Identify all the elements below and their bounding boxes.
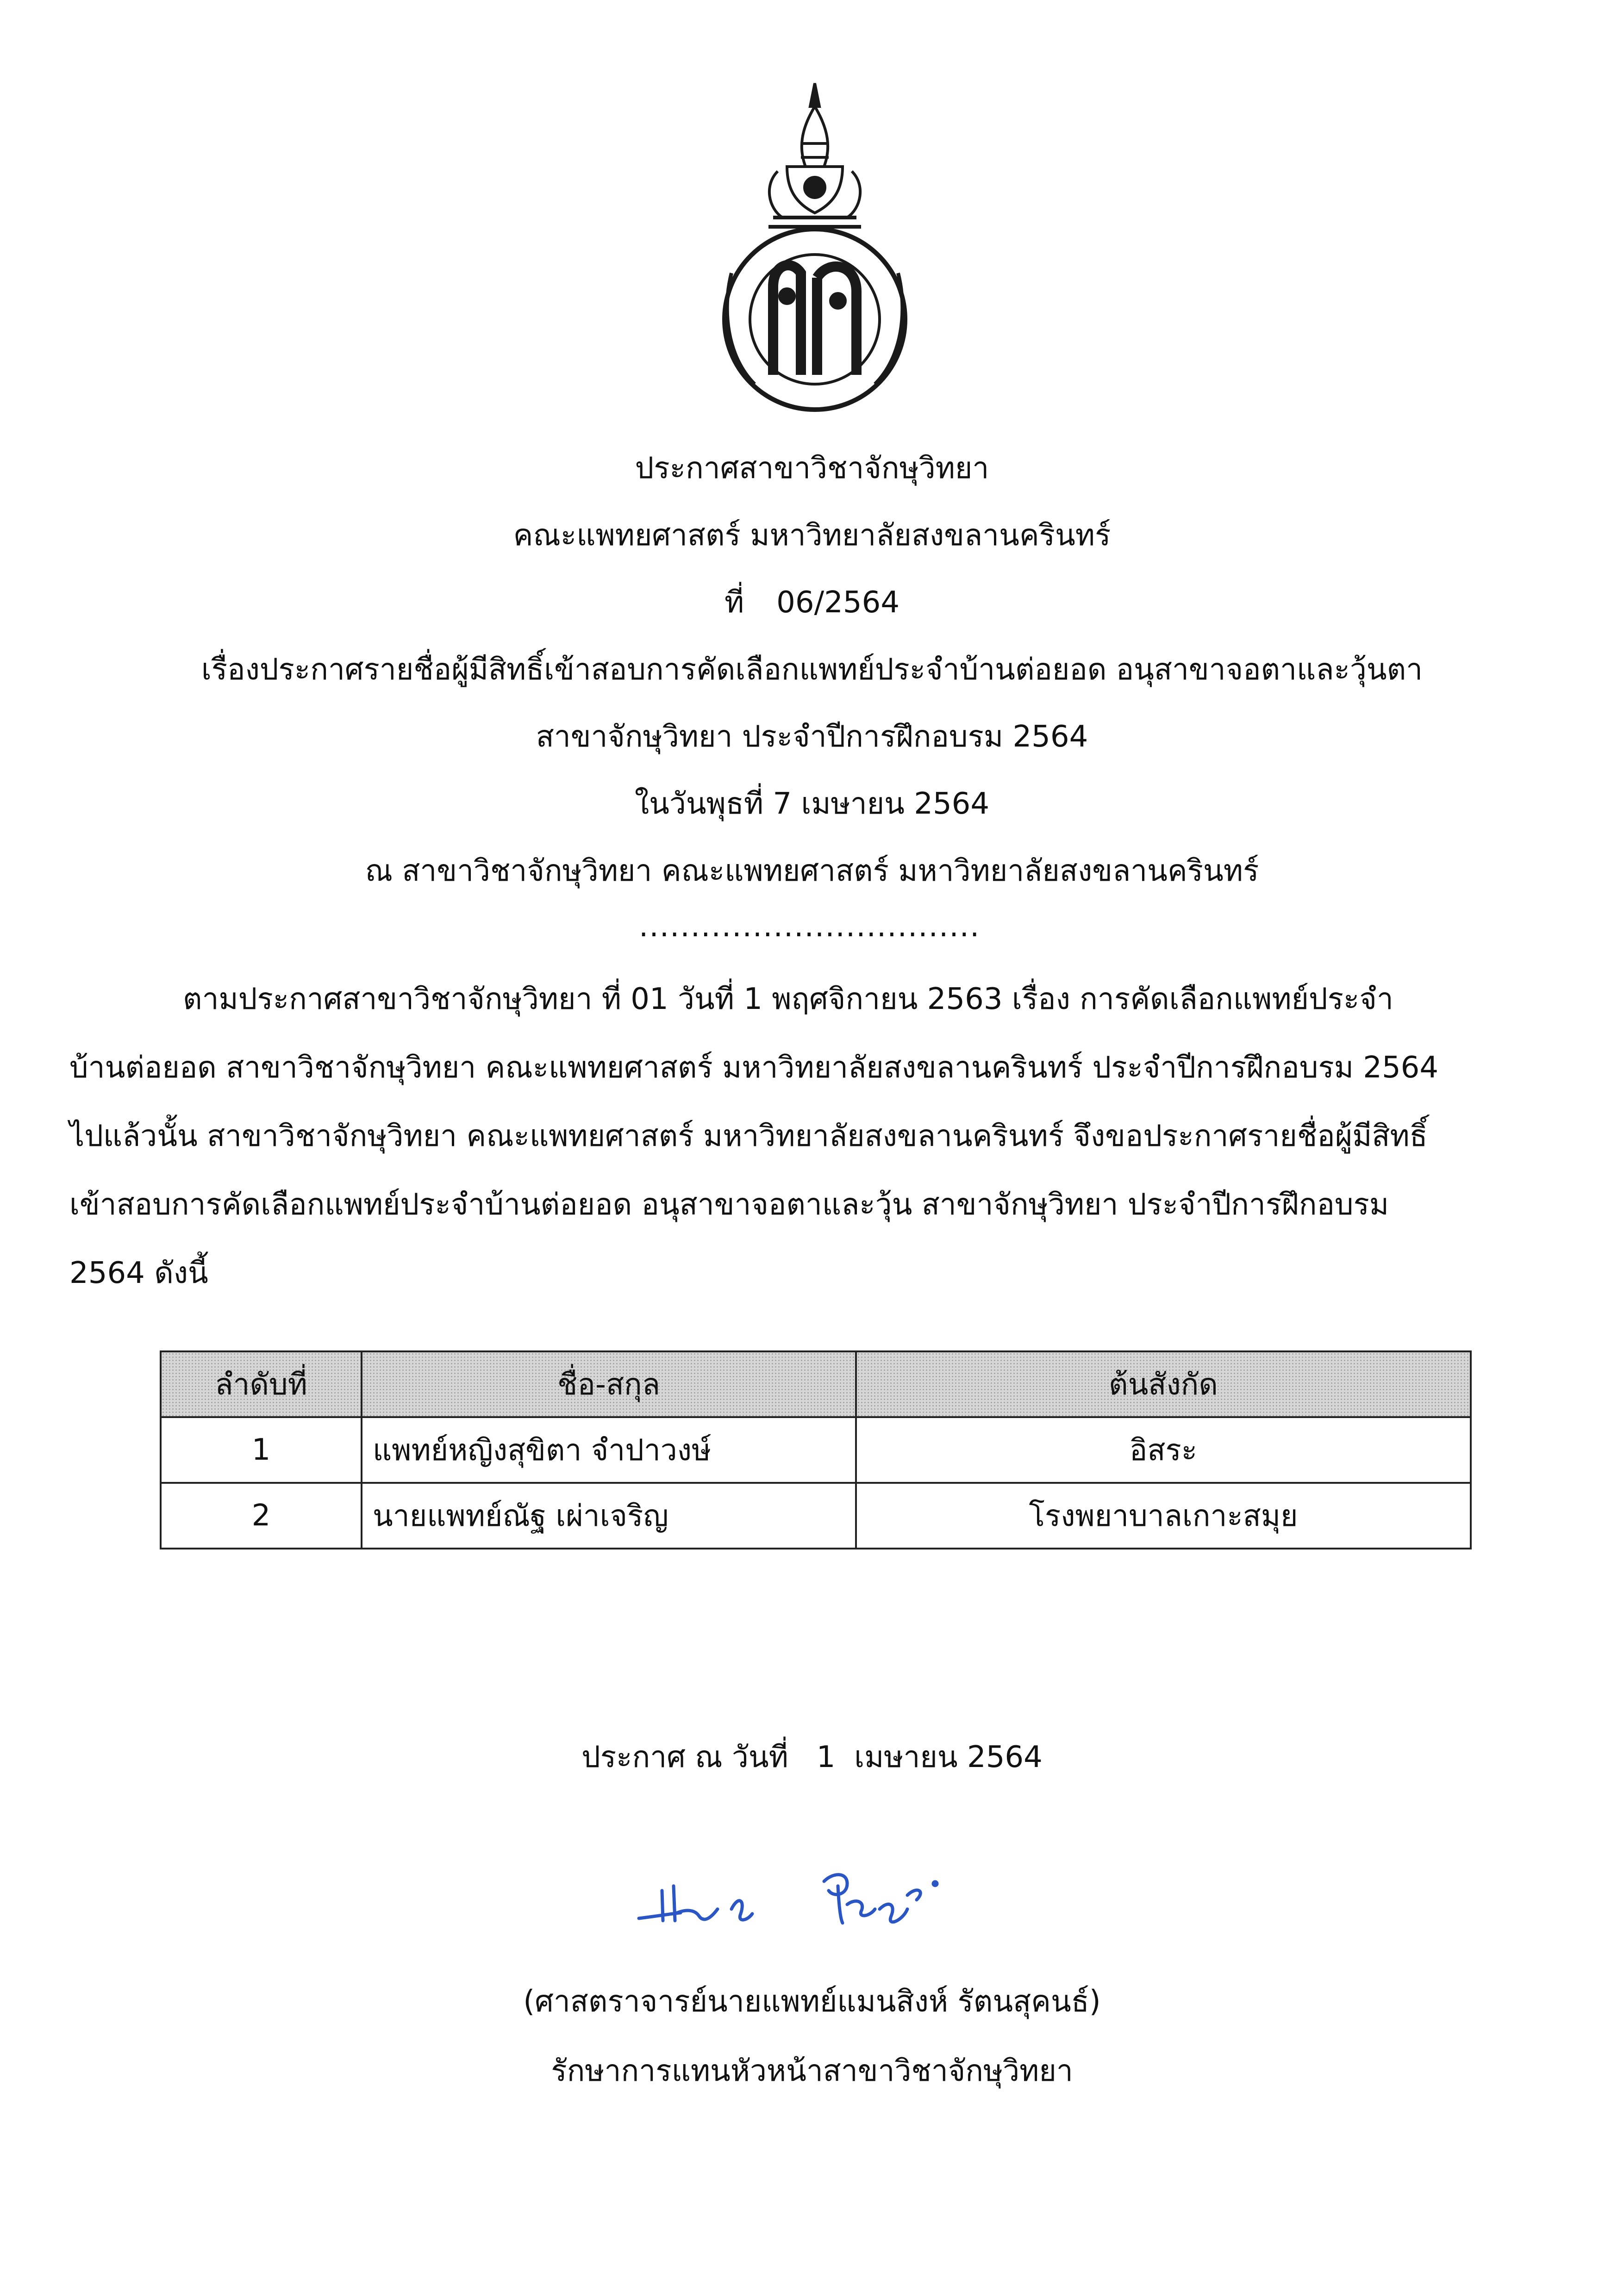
row-name: แพทย์หญิงสุขิตา จำปาวงษ์ <box>362 1417 856 1483</box>
candidates-table-wrapper <box>160 1350 1470 1549</box>
table-header-row <box>161 1351 1471 1417</box>
body-line: บ้านต่อยอด สาขาวิชาจักษุวิทยา คณะแพทยศาสตร์ มหาวิทยาลัยสงขลานครินทร์ ประจำปีการฝึกอบรม 2564 <box>69 1051 1439 1085</box>
column-header-affiliation: ต้นสังกัด <box>856 1351 1471 1417</box>
row-order: 2 <box>161 1483 362 1549</box>
number-label: ที่ <box>724 585 744 620</box>
row-affiliation: อิสระ <box>856 1417 1471 1483</box>
candidates-table <box>160 1350 1472 1549</box>
announcement-header <box>0 435 1624 905</box>
announcement-title: ประกาศสาขาวิชาจักษุวิทยา <box>635 451 989 485</box>
dotted-divider: ................................. <box>639 909 981 944</box>
body-line: ไปแล้วนั้น สาขาวิชาจักษุวิทยา คณะแพทยศาสตร์ มหาวิทยาลัยสงขลานครินทร์ จึงขอประกาศรายชื่อผู้มีสิทธิ์ <box>69 1119 1428 1153</box>
number-value: 06/2564 <box>776 585 900 620</box>
university-emblem-icon <box>718 79 912 421</box>
announcement-date: ประกาศ ณ วันที่ 1 เมษายน 2564 <box>581 1740 1043 1774</box>
announcement-number <box>0 569 1624 636</box>
faculty-line: คณะแพทยศาสตร์ มหาวิทยาลัยสงขลานครินทร์ <box>513 518 1111 553</box>
exam-date-line: ในวันพุธที่ 7 เมษายน 2564 <box>634 787 990 821</box>
body-line: 2564 ดังนี้ <box>69 1256 208 1290</box>
body-paragraph <box>69 965 1514 1307</box>
subject-line: เรื่องประกาศรายชื่อผู้มีสิทธิ์เข้าสอบการคัดเลือกแพทย์ประจำบ้านต่อยอด อนุสาขาจอตาและวุ้นตา <box>201 653 1423 687</box>
signer-block <box>0 1967 1624 2106</box>
row-name: นายแพทย์ณัฐ เผ่าเจริญ <box>362 1483 856 1549</box>
signer-name: (ศาสตราจารย์นายแพทย์แมนสิงห์ รัตนสุคนธ์) <box>523 1985 1101 2019</box>
program-line: สาขาจักษุวิทยา ประจำปีการฝึกอบรม 2564 <box>536 720 1088 754</box>
row-affiliation: โรงพยาบาลเกาะสมุย <box>856 1483 1471 1549</box>
location-line: ณ สาขาวิชาจักษุวิทยา คณะแพทยศาสตร์ มหาวิทยาลัยสงขลานครินทร์ <box>365 854 1259 888</box>
table-row <box>161 1417 1471 1483</box>
body-line: ตามประกาศสาขาวิชาจักษุวิทยา ที่ 01 วันที่ 1 พฤศจิกายน 2563 เรื่อง การคัดเลือกแพทย์ประจำ <box>183 982 1393 1016</box>
signer-title: รักษาการแทนหัวหน้าสาขาวิชาจักษุวิทยา <box>551 2054 1073 2088</box>
body-line: เข้าสอบการคัดเลือกแพทย์ประจำบ้านต่อยอด อนุสาขาจอตาและวุ้น สาขาจักษุวิทยา ประจำปีการฝึกอบรม <box>69 1188 1389 1222</box>
column-header-name: ชื่อ-สกุล <box>362 1351 856 1417</box>
column-header-order: ลำดับที่ <box>161 1351 362 1417</box>
row-order: 1 <box>161 1417 362 1483</box>
handwritten-signature-icon <box>630 1840 963 1951</box>
table-row <box>161 1483 1471 1549</box>
